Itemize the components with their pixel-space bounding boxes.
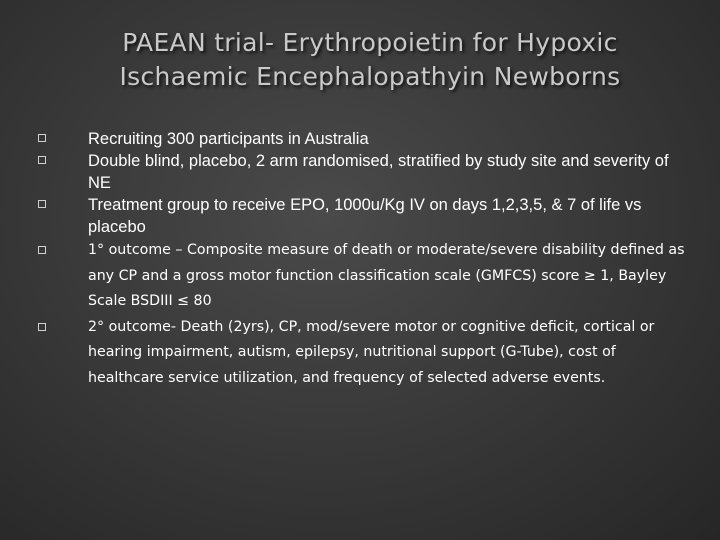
slide-title	[60, 26, 680, 94]
bullet-text: Double blind, placebo, 2 arm randomised, stratified by study site and severity of NE	[88, 152, 669, 192]
slide-title-line-2: Ischaemic Encephalopathyin Newborns	[119, 62, 621, 91]
bullet-item	[38, 194, 693, 238]
slide-title-line-1: PAEAN trial- Erythropoietin for Hypoxic	[122, 28, 618, 57]
bullet-text: Recruiting 300 participants in Australia	[88, 130, 369, 148]
bullet-item	[38, 238, 693, 315]
square-bullet-icon	[38, 246, 46, 254]
bullet-text: 2° outcome- Death (2yrs), CP, mod/severe motor or cognitive deficit, cortical or hearing impairment, autism, epilepsy, nutritional support (G-Tube), cost of healthcare service utilization, and frequency of selected adverse events.	[88, 318, 655, 386]
bullet-text: 1° outcome – Composite measure of death or moderate/severe disability defined as any CP and a gross motor function classification scale (GMFCS) score ≥ 1, Bayley Scale BSDIII ≤ 80	[88, 242, 685, 309]
bullet-item	[38, 315, 693, 392]
square-bullet-icon	[38, 134, 46, 142]
square-bullet-icon	[38, 200, 46, 208]
square-bullet-icon	[38, 323, 46, 331]
bullet-item	[38, 128, 693, 150]
bullet-list	[38, 128, 693, 391]
bullet-item	[38, 150, 693, 194]
square-bullet-icon	[38, 156, 46, 164]
bullet-text: Treatment group to receive EPO, 1000u/Kg IV on days 1,2,3,5, & 7 of life vs placebo	[88, 196, 642, 236]
